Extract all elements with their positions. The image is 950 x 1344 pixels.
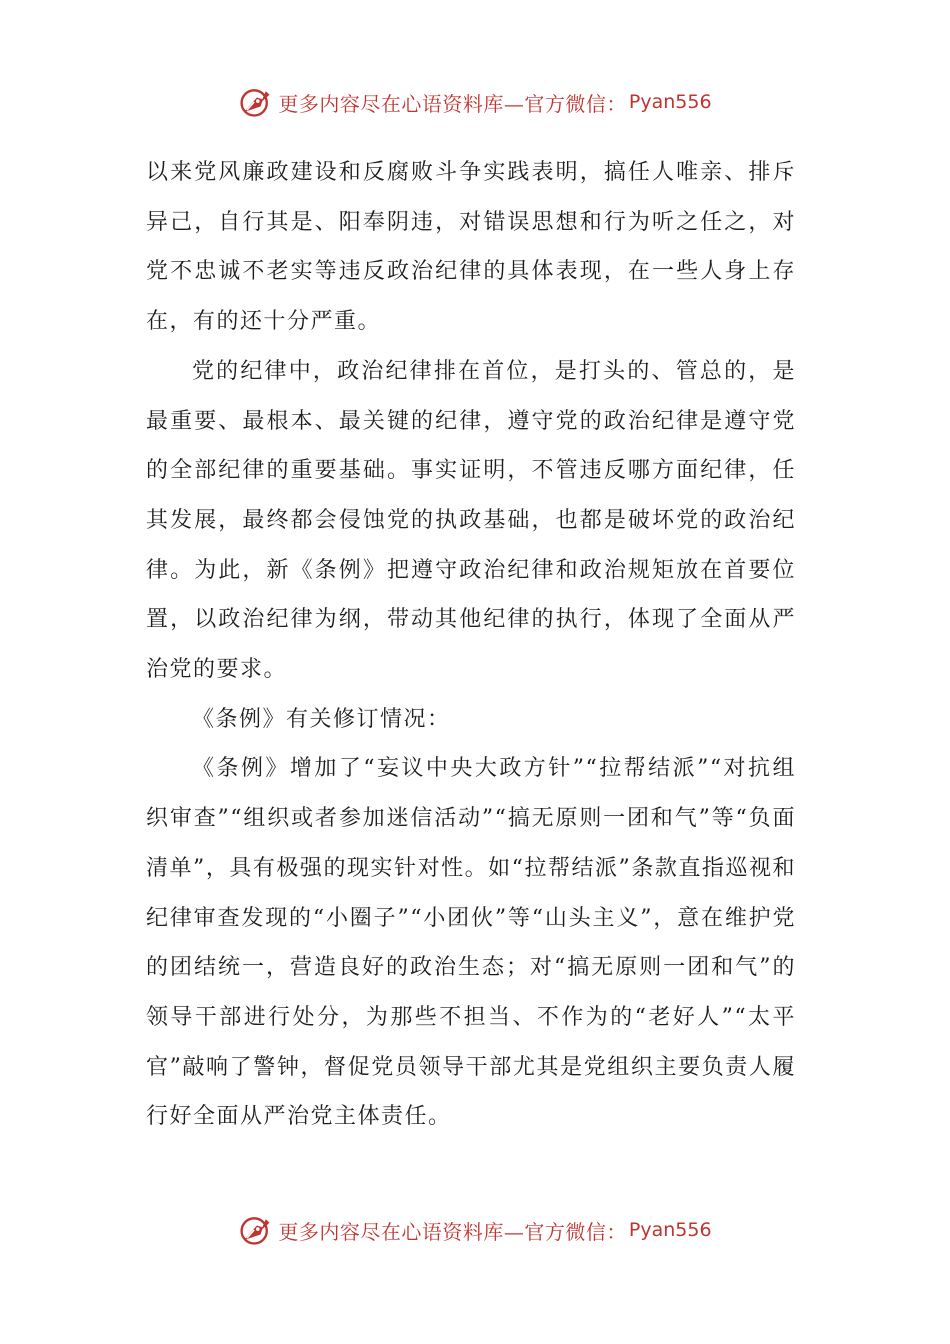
- document-body: [146, 148, 796, 1142]
- paragraph-4: 《条例》增加了“妄议中央大政方针”“拉帮结派”“对抗组织审查”“组织或者参加迷信活动”“搞无原则一团和气”等“负面清单”，具有极强的现实针对性。如“拉帮结派”条款直指巡视和纪律审查发现的“小圈子”“小团伙”等“山头主义”，意在维护党的团结统一，营造良好的政治生态；对“搞无原则一团和气”的领导干部进行处分，为那些不担当、不作为的“老好人”“太平官”敲响了警钟，督促党员领导干部尤其是党组织主要负责人履行好全面从严治党主体责任。: [146, 756, 796, 1130]
- paragraph-3: 《条例》有关修订情况：: [192, 706, 451, 732]
- pen-nib-logo-icon: [238, 1212, 274, 1248]
- footer-watermark: [0, 1208, 950, 1252]
- header-watermark: [0, 80, 950, 124]
- watermark-handle: Pyan556: [628, 91, 712, 113]
- paragraph-1: 以来党风廉政建设和反腐败斗争实践表明，搞任人唯亲、排斥异己，自行其是、阳奉阴违，对错误思想和行为听之任之，对党不忠诚不老实等违反政治纪律的具体表现，在一些人身上存在，有的还十分严重。: [146, 160, 796, 335]
- watermark-text: 更多内容尽在心语资料库—官方微信：: [278, 91, 627, 116]
- watermark-text: 更多内容尽在心语资料库—官方微信：: [278, 1219, 627, 1244]
- paragraph-2: 党的纪律中，政治纪律排在首位，是打头的、管总的，是最重要、最根本、最关键的纪律，遵守党的政治纪律是遵守党的全部纪律的重要基础。事实证明，不管违反哪方面纪律，任其发展，最终都会侵蚀党的执政基础，也都是破坏党的政治纪律。为此，新《条例》把遵守政治纪律和政治规矩放在首要位置，以政治纪律为纲，带动其他纪律的执行，体现了全面从严治党的要求。: [146, 358, 796, 683]
- watermark-handle: Pyan556: [628, 1219, 712, 1241]
- pen-nib-logo-icon: [238, 84, 274, 120]
